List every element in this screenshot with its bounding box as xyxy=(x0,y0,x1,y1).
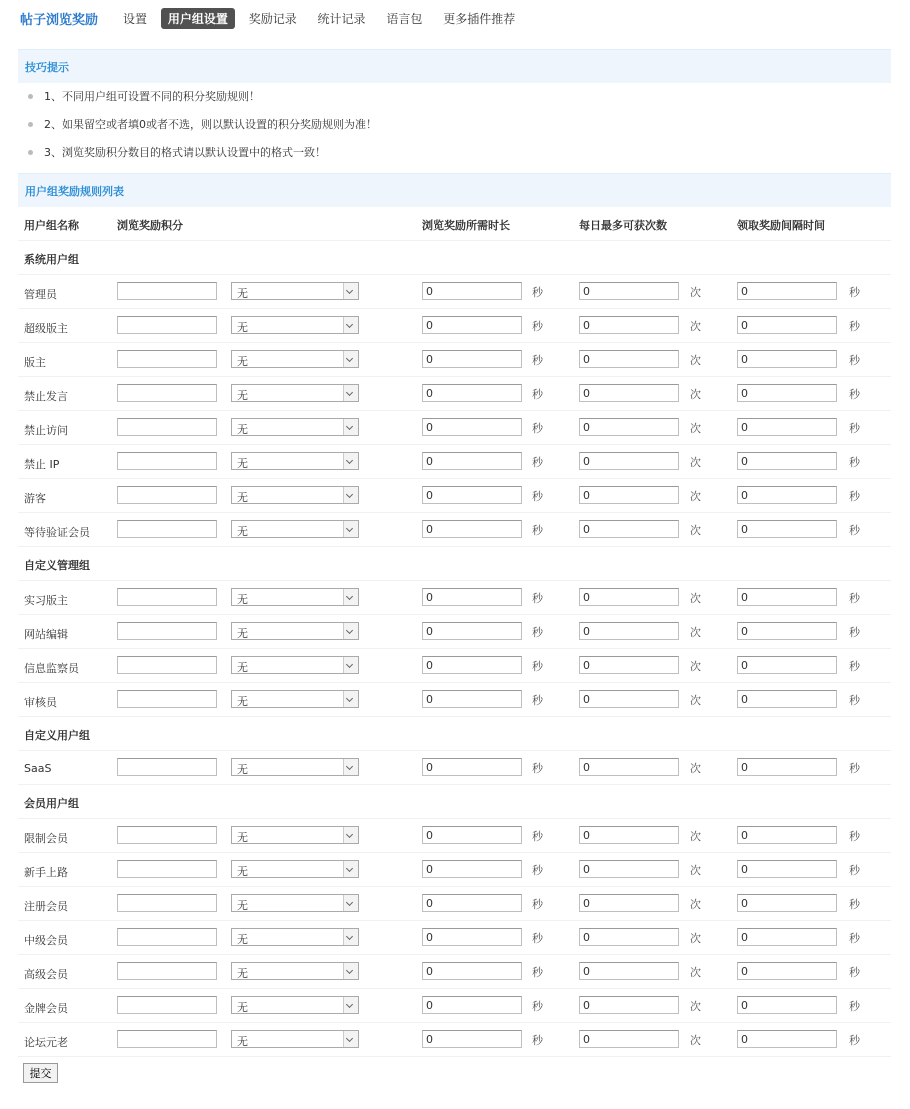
interval-input[interactable] xyxy=(737,1030,837,1048)
table-row xyxy=(18,445,891,479)
unit-times: 次 xyxy=(690,762,701,775)
usergroup-name: 超级版主 xyxy=(24,322,68,335)
group-header-row xyxy=(18,717,891,751)
credit-type-select[interactable] xyxy=(231,758,359,776)
unit-seconds: 秒 xyxy=(532,694,543,707)
table-row xyxy=(18,819,891,853)
duration-input[interactable] xyxy=(422,588,522,606)
usergroup-name: 版主 xyxy=(24,356,46,369)
usergroup-name: 信息监察员 xyxy=(24,662,79,675)
chevron-down-icon xyxy=(343,997,358,1013)
interval-input[interactable] xyxy=(737,758,837,776)
interval-input[interactable] xyxy=(737,452,837,470)
credit-type-select[interactable] xyxy=(231,418,359,436)
unit-times: 次 xyxy=(690,864,701,877)
unit-times: 次 xyxy=(690,320,701,333)
unit-seconds: 秒 xyxy=(532,626,543,639)
group-header-row xyxy=(18,241,891,275)
duration-input[interactable] xyxy=(422,962,522,980)
chevron-down-icon xyxy=(343,385,358,401)
credit-amount-input[interactable] xyxy=(117,1030,217,1048)
unit-times: 次 xyxy=(690,932,701,945)
duration-input[interactable] xyxy=(422,486,522,504)
credit-amount-input[interactable] xyxy=(117,690,217,708)
usergroup-name: SaaS xyxy=(24,762,52,775)
nav-statistics[interactable]: 统计记录 xyxy=(317,11,366,26)
interval-input[interactable] xyxy=(737,486,837,504)
usergroup-name: 游客 xyxy=(24,492,46,505)
group-title: 自定义用户组 xyxy=(24,729,90,742)
group-title: 系统用户组 xyxy=(24,253,79,266)
duration-input[interactable] xyxy=(422,520,522,538)
unit-seconds: 秒 xyxy=(849,286,860,299)
duration-input[interactable] xyxy=(422,826,522,844)
col-group-name: 用户组名称 xyxy=(24,219,79,232)
col-credits: 浏览奖励积分 xyxy=(117,219,183,232)
duration-input[interactable] xyxy=(422,758,522,776)
interval-input[interactable] xyxy=(737,282,837,300)
chevron-down-icon xyxy=(343,351,358,367)
daily-max-input[interactable] xyxy=(579,758,679,776)
credit-type-value: 无 xyxy=(237,389,248,402)
daily-max-input[interactable] xyxy=(579,656,679,674)
credit-type-select[interactable] xyxy=(231,316,359,334)
usergroup-name: 中级会员 xyxy=(24,934,68,947)
duration-input[interactable] xyxy=(422,350,522,368)
table-row xyxy=(18,887,891,921)
usergroup-name: 论坛元老 xyxy=(24,1036,68,1049)
usergroup-name: 限制会员 xyxy=(24,832,68,845)
duration-input[interactable] xyxy=(422,282,522,300)
chevron-down-icon xyxy=(343,657,358,673)
tips-list xyxy=(28,90,377,174)
chevron-down-icon xyxy=(343,691,358,707)
daily-max-input[interactable] xyxy=(579,928,679,946)
unit-seconds: 秒 xyxy=(532,422,543,435)
credit-type-select[interactable] xyxy=(231,860,359,878)
credit-type-select[interactable] xyxy=(231,962,359,980)
table-row xyxy=(18,343,891,377)
credit-type-value: 无 xyxy=(237,525,248,538)
credit-type-value: 无 xyxy=(237,933,248,946)
table-row xyxy=(18,751,891,785)
group-header-row xyxy=(18,785,891,819)
chevron-down-icon xyxy=(343,283,358,299)
daily-max-input[interactable] xyxy=(579,520,679,538)
unit-times: 次 xyxy=(690,1000,701,1013)
duration-input[interactable] xyxy=(422,860,522,878)
duration-input[interactable] xyxy=(422,656,522,674)
unit-seconds: 秒 xyxy=(849,1034,860,1047)
unit-seconds: 秒 xyxy=(849,354,860,367)
unit-seconds: 秒 xyxy=(849,592,860,605)
daily-max-input[interactable] xyxy=(579,1030,679,1048)
unit-times: 次 xyxy=(690,626,701,639)
interval-input[interactable] xyxy=(737,520,837,538)
usergroup-name: 审核员 xyxy=(24,696,57,709)
col-duration: 浏览奖励所需时长 xyxy=(422,219,510,232)
credit-type-value: 无 xyxy=(237,457,248,470)
unit-seconds: 秒 xyxy=(849,626,860,639)
unit-seconds: 秒 xyxy=(849,932,860,945)
duration-input[interactable] xyxy=(422,894,522,912)
chevron-down-icon xyxy=(343,487,358,503)
credit-amount-input[interactable] xyxy=(117,928,217,946)
table-row xyxy=(18,275,891,309)
unit-seconds: 秒 xyxy=(532,660,543,673)
unit-times: 次 xyxy=(690,966,701,979)
interval-input[interactable] xyxy=(737,316,837,334)
chevron-down-icon xyxy=(343,419,358,435)
unit-seconds: 秒 xyxy=(532,932,543,945)
credit-type-select[interactable] xyxy=(231,282,359,300)
credit-type-select[interactable] xyxy=(231,928,359,946)
unit-seconds: 秒 xyxy=(532,966,543,979)
duration-input[interactable] xyxy=(422,418,522,436)
duration-input[interactable] xyxy=(422,316,522,334)
table-row xyxy=(18,955,891,989)
credit-amount-input[interactable] xyxy=(117,418,217,436)
credit-amount-input[interactable] xyxy=(117,656,217,674)
credit-type-value: 无 xyxy=(237,627,248,640)
unit-seconds: 秒 xyxy=(849,456,860,469)
interval-input[interactable] xyxy=(737,690,837,708)
unit-seconds: 秒 xyxy=(849,830,860,843)
daily-max-input[interactable] xyxy=(579,316,679,334)
credit-type-select[interactable] xyxy=(231,588,359,606)
unit-times: 次 xyxy=(690,490,701,503)
credit-amount-input[interactable] xyxy=(117,622,217,640)
usergroup-name: 禁止访问 xyxy=(24,424,68,437)
table-row xyxy=(18,479,891,513)
unit-seconds: 秒 xyxy=(532,898,543,911)
unit-times: 次 xyxy=(690,422,701,435)
table-header xyxy=(18,207,891,241)
credit-type-value: 无 xyxy=(237,831,248,844)
credit-type-value: 无 xyxy=(237,695,248,708)
unit-times: 次 xyxy=(690,694,701,707)
usergroup-name: 高级会员 xyxy=(24,968,68,981)
interval-input[interactable] xyxy=(737,656,837,674)
unit-seconds: 秒 xyxy=(849,422,860,435)
interval-input[interactable] xyxy=(737,962,837,980)
chevron-down-icon xyxy=(343,317,358,333)
unit-seconds: 秒 xyxy=(849,898,860,911)
unit-times: 次 xyxy=(690,388,701,401)
chevron-down-icon xyxy=(343,929,358,945)
usergroup-name: 管理员 xyxy=(24,288,57,301)
daily-max-input[interactable] xyxy=(579,486,679,504)
interval-input[interactable] xyxy=(737,996,837,1014)
chevron-down-icon xyxy=(343,589,358,605)
submit-button[interactable]: 提交 xyxy=(23,1063,58,1083)
unit-seconds: 秒 xyxy=(532,830,543,843)
credit-type-value: 无 xyxy=(237,967,248,980)
usergroup-name: 金牌会员 xyxy=(24,1002,68,1015)
unit-seconds: 秒 xyxy=(532,388,543,401)
duration-input[interactable] xyxy=(422,384,522,402)
credit-amount-input[interactable] xyxy=(117,996,217,1014)
credit-type-select[interactable] xyxy=(231,622,359,640)
tips-header xyxy=(18,49,891,83)
group-header-row xyxy=(18,547,891,581)
chevron-down-icon xyxy=(343,1031,358,1047)
table-row xyxy=(18,615,891,649)
tips-title: 技巧提示 xyxy=(25,61,69,74)
group-title: 会员用户组 xyxy=(24,797,79,810)
interval-input[interactable] xyxy=(737,894,837,912)
credit-type-value: 无 xyxy=(237,661,248,674)
daily-max-input[interactable] xyxy=(579,452,679,470)
credit-type-value: 无 xyxy=(237,491,248,504)
col-daily-max: 每日最多可获次数 xyxy=(579,219,667,232)
chevron-down-icon xyxy=(343,759,358,775)
unit-times: 次 xyxy=(690,592,701,605)
unit-seconds: 秒 xyxy=(532,354,543,367)
nav-more-plugins[interactable]: 更多插件推荐 xyxy=(443,11,516,26)
unit-seconds: 秒 xyxy=(532,456,543,469)
credit-amount-input[interactable] xyxy=(117,520,217,538)
credit-amount-input[interactable] xyxy=(117,350,217,368)
nav-usergroup-settings[interactable]: 用户组设置 xyxy=(161,8,235,29)
table-row xyxy=(18,377,891,411)
credit-amount-input[interactable] xyxy=(117,384,217,402)
credit-amount-input[interactable] xyxy=(117,282,217,300)
unit-seconds: 秒 xyxy=(849,762,860,775)
credit-type-select[interactable] xyxy=(231,486,359,504)
credit-type-select[interactable] xyxy=(231,656,359,674)
daily-max-input[interactable] xyxy=(579,962,679,980)
unit-times: 次 xyxy=(690,898,701,911)
credit-type-value: 无 xyxy=(237,321,248,334)
unit-seconds: 秒 xyxy=(849,966,860,979)
unit-times: 次 xyxy=(690,660,701,673)
chevron-down-icon xyxy=(343,827,358,843)
table-row xyxy=(18,649,891,683)
credit-type-value: 无 xyxy=(237,1035,248,1048)
duration-input[interactable] xyxy=(422,690,522,708)
unit-seconds: 秒 xyxy=(532,762,543,775)
credit-type-select[interactable] xyxy=(231,452,359,470)
interval-input[interactable] xyxy=(737,622,837,640)
group-title: 自定义管理组 xyxy=(24,559,90,572)
credit-type-select[interactable] xyxy=(231,350,359,368)
credit-amount-input[interactable] xyxy=(117,826,217,844)
credit-type-value: 无 xyxy=(237,287,248,300)
unit-seconds: 秒 xyxy=(849,320,860,333)
table-row xyxy=(18,1023,891,1057)
interval-input[interactable] xyxy=(737,826,837,844)
unit-seconds: 秒 xyxy=(532,864,543,877)
duration-input[interactable] xyxy=(422,996,522,1014)
usergroup-name: 新手上路 xyxy=(24,866,68,879)
credit-amount-input[interactable] xyxy=(117,486,217,504)
unit-seconds: 秒 xyxy=(532,592,543,605)
daily-max-input[interactable] xyxy=(579,690,679,708)
unit-seconds: 秒 xyxy=(849,490,860,503)
interval-input[interactable] xyxy=(737,588,837,606)
usergroup-name: 注册会员 xyxy=(24,900,68,913)
tip-item: 2、如果留空或者填0或者不选，则以默认设置的积分奖励规则为准！ xyxy=(28,118,377,146)
daily-max-input[interactable] xyxy=(579,384,679,402)
tip-item: 3、浏览奖励积分数目的格式请以默认设置中的格式一致！ xyxy=(28,146,377,174)
table-row xyxy=(18,683,891,717)
interval-input[interactable] xyxy=(737,418,837,436)
credit-type-select[interactable] xyxy=(231,690,359,708)
credit-amount-input[interactable] xyxy=(117,758,217,776)
chevron-down-icon xyxy=(343,861,358,877)
credit-amount-input[interactable] xyxy=(117,860,217,878)
unit-seconds: 秒 xyxy=(849,524,860,537)
chevron-down-icon xyxy=(343,623,358,639)
credit-amount-input[interactable] xyxy=(117,962,217,980)
nav-language-pack[interactable]: 语言包 xyxy=(386,11,423,26)
unit-seconds: 秒 xyxy=(849,1000,860,1013)
chevron-down-icon xyxy=(343,521,358,537)
daily-max-input[interactable] xyxy=(579,350,679,368)
chevron-down-icon xyxy=(343,453,358,469)
duration-input[interactable] xyxy=(422,928,522,946)
unit-times: 次 xyxy=(690,524,701,537)
table-row xyxy=(18,921,891,955)
credit-amount-input[interactable] xyxy=(117,316,217,334)
unit-times: 次 xyxy=(690,1034,701,1047)
nav-reward-records[interactable]: 奖励记录 xyxy=(248,11,297,26)
daily-max-input[interactable] xyxy=(579,588,679,606)
unit-times: 次 xyxy=(690,830,701,843)
usergroup-name: 网站编辑 xyxy=(24,628,68,641)
duration-input[interactable] xyxy=(422,622,522,640)
list-header xyxy=(18,173,891,207)
unit-seconds: 秒 xyxy=(532,320,543,333)
daily-max-input[interactable] xyxy=(579,282,679,300)
credit-type-value: 无 xyxy=(237,1001,248,1014)
table-row xyxy=(18,309,891,343)
list-title: 用户组奖励规则列表 xyxy=(25,185,124,198)
unit-seconds: 秒 xyxy=(849,388,860,401)
daily-max-input[interactable] xyxy=(579,894,679,912)
credit-type-select[interactable] xyxy=(231,384,359,402)
chevron-down-icon xyxy=(343,895,358,911)
credit-type-value: 无 xyxy=(237,593,248,606)
unit-seconds: 秒 xyxy=(532,286,543,299)
unit-seconds: 秒 xyxy=(532,1034,543,1047)
credit-type-select[interactable] xyxy=(231,520,359,538)
unit-seconds: 秒 xyxy=(532,524,543,537)
tip-item: 1、不同用户组可设置不同的积分奖励规则！ xyxy=(28,90,377,118)
chevron-down-icon xyxy=(343,963,358,979)
usergroup-name: 禁止 IP xyxy=(24,458,60,471)
usergroup-name: 等待验证会员 xyxy=(24,526,90,539)
credit-amount-input[interactable] xyxy=(117,894,217,912)
duration-input[interactable] xyxy=(422,452,522,470)
unit-seconds: 秒 xyxy=(532,1000,543,1013)
daily-max-input[interactable] xyxy=(579,622,679,640)
credit-amount-input[interactable] xyxy=(117,452,217,470)
table-row xyxy=(18,989,891,1023)
credit-type-select[interactable] xyxy=(231,996,359,1014)
unit-times: 次 xyxy=(690,456,701,469)
credit-type-select[interactable] xyxy=(231,826,359,844)
credit-type-value: 无 xyxy=(237,423,248,436)
daily-max-input[interactable] xyxy=(579,418,679,436)
unit-seconds: 秒 xyxy=(849,660,860,673)
interval-input[interactable] xyxy=(737,384,837,402)
col-interval: 领取奖励间隔时间 xyxy=(737,219,825,232)
credit-type-value: 无 xyxy=(237,899,248,912)
app-title: 帖子浏览奖励 xyxy=(20,12,99,28)
main-nav xyxy=(116,8,525,29)
unit-seconds: 秒 xyxy=(532,490,543,503)
interval-input[interactable] xyxy=(737,350,837,368)
daily-max-input[interactable] xyxy=(579,996,679,1014)
credit-amount-input[interactable] xyxy=(117,588,217,606)
daily-max-input[interactable] xyxy=(579,860,679,878)
table-row xyxy=(18,853,891,887)
interval-input[interactable] xyxy=(737,928,837,946)
unit-seconds: 秒 xyxy=(849,864,860,877)
credit-type-select[interactable] xyxy=(231,1030,359,1048)
credit-type-select[interactable] xyxy=(231,894,359,912)
unit-times: 次 xyxy=(690,286,701,299)
daily-max-input[interactable] xyxy=(579,826,679,844)
duration-input[interactable] xyxy=(422,1030,522,1048)
nav-settings[interactable]: 设置 xyxy=(123,11,148,26)
credit-type-value: 无 xyxy=(237,763,248,776)
table-row xyxy=(18,513,891,547)
usergroup-name: 禁止发言 xyxy=(24,390,68,403)
interval-input[interactable] xyxy=(737,860,837,878)
table-row xyxy=(18,581,891,615)
unit-times: 次 xyxy=(690,354,701,367)
credit-type-value: 无 xyxy=(237,865,248,878)
unit-seconds: 秒 xyxy=(849,694,860,707)
top-bar xyxy=(20,8,525,28)
credit-type-value: 无 xyxy=(237,355,248,368)
usergroup-name: 实习版主 xyxy=(24,594,68,607)
table-row xyxy=(18,411,891,445)
